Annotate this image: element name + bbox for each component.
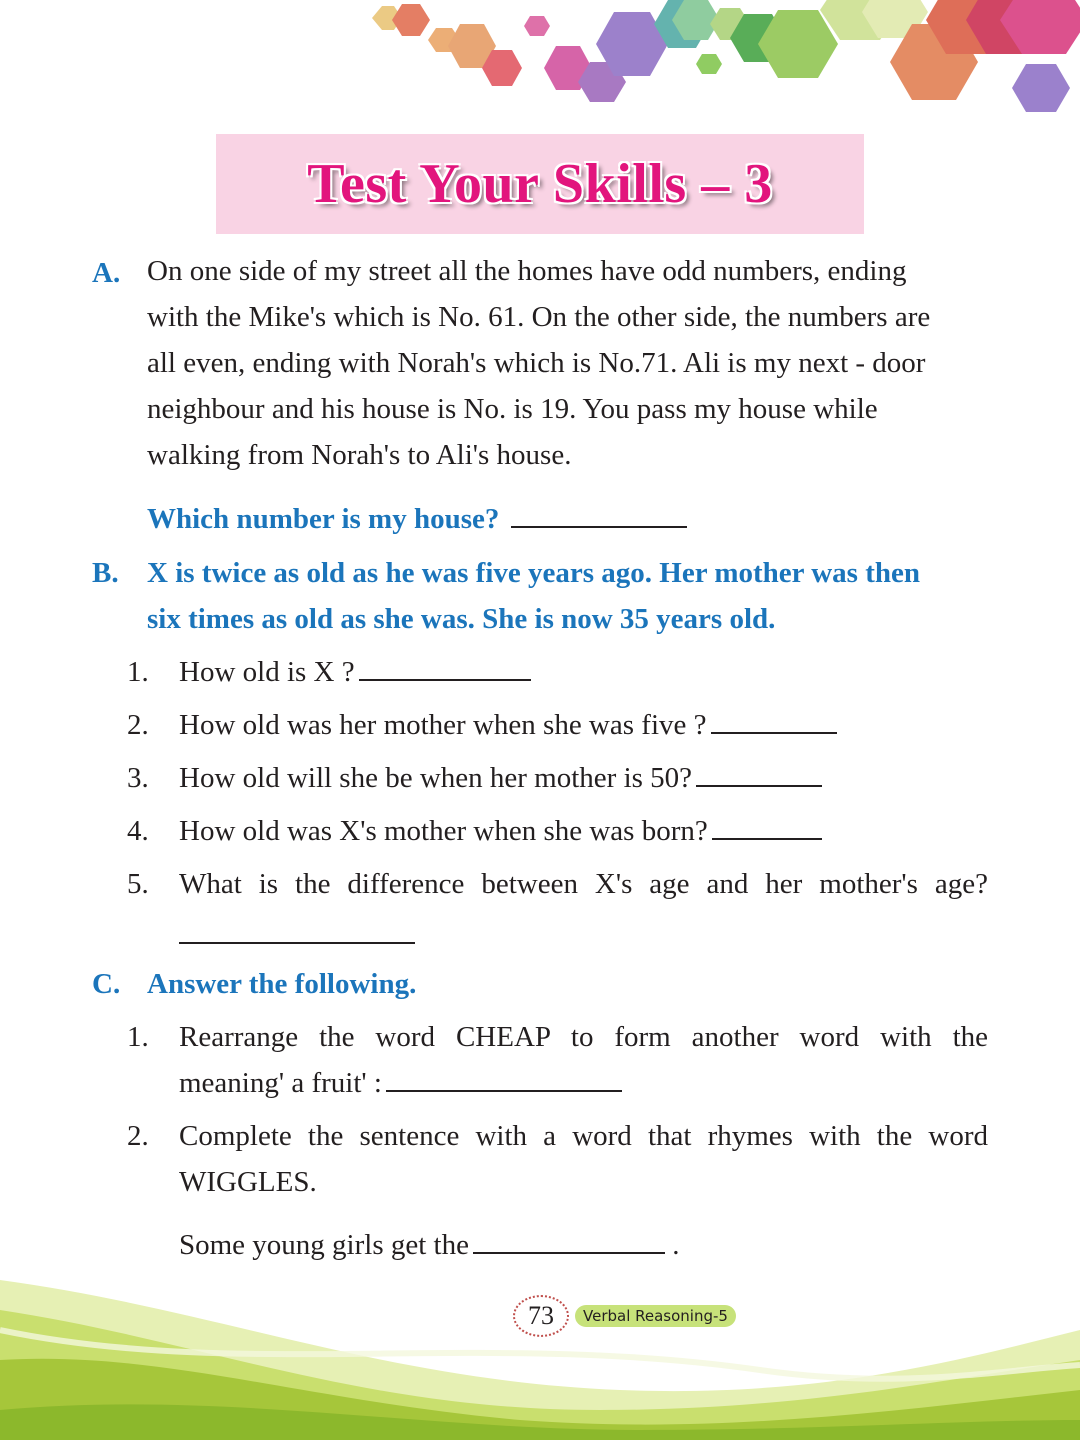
question-row [179,808,822,854]
question-number: 1. [127,1021,149,1053]
answer-blank[interactable] [696,763,822,787]
answer-blank[interactable] [179,920,415,944]
section-a-line: walking from Norah's to Ali's house. [147,439,572,471]
section-b-intro-line: X is twice as old as he was five years ago. Her mother was then [147,557,920,589]
page-title: Test Your Skills – 3 [307,153,773,215]
question-text: How old was her mother when she was five ? [179,709,707,741]
question-text: How old will she be when her mother is 50? [179,762,693,794]
question-text: Complete the sentence with a word that rhymes with the word [179,1120,988,1152]
question-number: 5. [127,868,149,900]
section-a-line: with the Mike's which is No. 61. On the other side, the numbers are [147,301,931,333]
answer-blank[interactable] [359,657,531,681]
question-number: 1. [127,656,149,688]
answer-blank[interactable] [711,710,837,734]
title-band [216,134,864,234]
question-text: What is the difference between X's age and her mother's age? [179,868,988,900]
page-footer [513,1295,736,1337]
section-a-line: On one side of my street all the homes have odd numbers, ending [147,255,907,287]
sentence-end: . [672,1229,680,1261]
question-row [179,702,837,748]
section-a-question-row [147,496,687,542]
section-a-line: all even, ending with Norah's which is No.71. Ali is my next - door [147,347,926,379]
question-number: 4. [127,815,149,847]
question-row [179,649,531,695]
answer-blank[interactable] [473,1230,665,1254]
section-a-line: neighbour and his house is No. is 19. You pass my house while [147,393,878,425]
question-number: 2. [127,1120,149,1152]
answer-row [179,912,415,958]
page-number: 73 [513,1295,569,1337]
question-text: meaning' a fruit' : [179,1067,382,1099]
answer-blank[interactable] [511,504,687,528]
question-number: 2. [127,709,149,741]
answer-blank[interactable] [386,1068,622,1092]
question-row [179,755,822,801]
section-a-question: Which number is my house? [147,503,500,535]
section-c-heading: Answer the following. [147,968,417,1000]
question-number: 3. [127,762,149,794]
question-text: WIGGLES. [179,1166,317,1198]
sentence-row [179,1222,679,1268]
answer-blank[interactable] [712,816,822,840]
sentence-text: Some young girls get the [179,1229,469,1261]
question-text: How old was X's mother when she was born? [179,815,708,847]
decorative-hexagons [0,0,1080,130]
section-a-letter: A. [92,257,121,289]
section-c-letter: C. [92,968,121,1000]
section-b-intro-line: six times as old as she was. She is now 35 years old. [147,603,776,635]
question-row [179,1060,622,1106]
book-label: Verbal Reasoning-5 [575,1305,736,1327]
section-b-letter: B. [92,557,119,589]
question-text: Rearrange the word CHEAP to form another word with the [179,1021,988,1053]
question-text: How old is X ? [179,656,355,688]
